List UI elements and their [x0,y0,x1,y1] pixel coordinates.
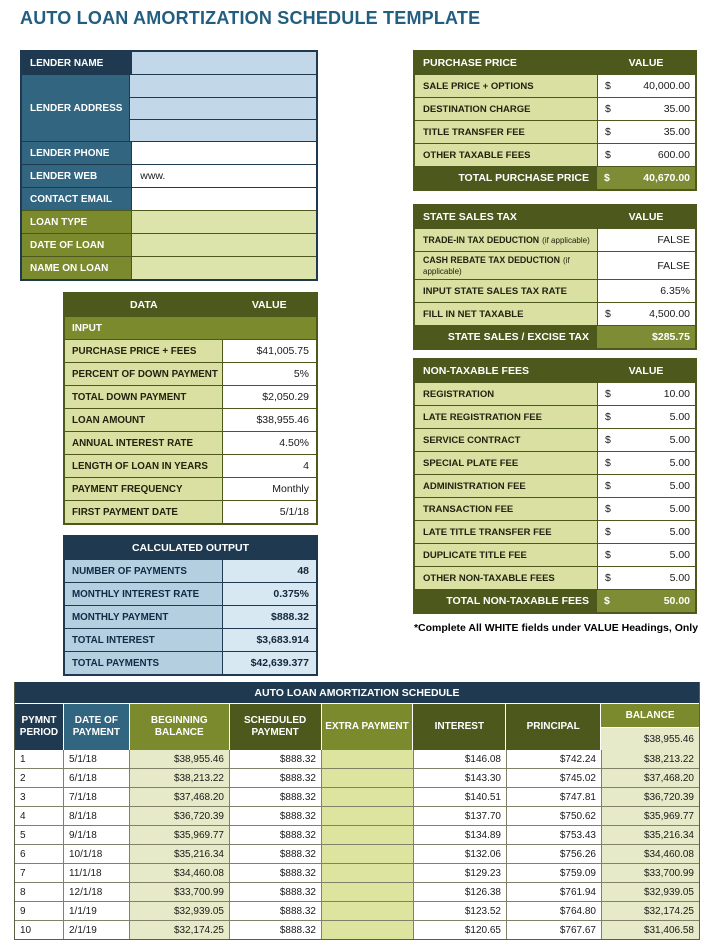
cell-balance: $36,720.39 [601,788,699,806]
table-row [65,500,316,523]
cell-interest: $129.23 [413,864,506,882]
state-sales-tax-header: STATE SALES TAX [423,211,517,223]
input-section-label: INPUT [65,317,316,339]
row-label: MONTHLY PAYMENT [65,606,222,628]
lender-phone-input[interactable] [131,142,316,164]
row-label: PURCHASE PRICE + FEES [65,340,222,362]
currency-symbol: $ [605,480,611,492]
row-label: LENGTH OF LOAN IN YEARS [65,455,222,477]
lender-web-input[interactable]: www. [131,165,316,187]
first-payment-date-value[interactable]: 5/1/18 [222,501,316,523]
total-down-payment-value[interactable]: $2,050.29 [222,386,316,408]
down-payment-percent-value[interactable]: 5% [222,363,316,385]
row-label: SALE PRICE + OPTIONS [415,75,597,97]
lender-address-input-1[interactable] [130,75,316,97]
cell-principal: $767.67 [506,921,601,939]
row-label: LATE TITLE TRANSFER FEE [415,521,597,543]
cell-extra-payment[interactable] [321,921,413,939]
table-row [415,405,695,428]
cell-balance: $33,700.99 [601,864,699,882]
table-row [15,844,699,863]
cell-interest: $140.51 [413,788,506,806]
table-row [415,97,695,120]
cell-principal: $742.24 [506,750,601,768]
table-row [15,863,699,882]
table-row [15,901,699,920]
cell-extra-payment[interactable] [321,845,413,863]
cell-principal: $750.62 [506,807,601,825]
table-row [65,454,316,477]
net-taxable-value[interactable]: $ 4,500.00 [597,303,695,325]
duplicate-title-value[interactable]: $ 5.00 [597,544,695,566]
cell-scheduled-payment: $888.32 [229,788,321,806]
table-row [65,362,316,385]
cell-balance: $34,460.08 [601,845,699,863]
row-label: LOAN AMOUNT [65,409,222,431]
cell-principal: $764.80 [506,902,601,920]
row-label: INPUT STATE SALES TAX RATE [415,280,597,302]
table-row [415,302,695,325]
cell-principal: $745.02 [506,769,601,787]
cell-extra-payment[interactable] [321,902,413,920]
trade-in-deduction-value[interactable]: FALSE [597,229,695,251]
data-input-table [63,292,318,525]
table-row [415,474,695,497]
state-excise-tax-value: $285.75 [597,326,695,348]
cell-interest: $134.89 [413,826,506,844]
table-row [415,497,695,520]
sale-price-value[interactable]: $ 40,000.00 [597,75,695,97]
cell-extra-payment[interactable] [321,769,413,787]
initial-balance-value: $38,955.46 [601,727,699,750]
cell-period: 3 [20,791,26,803]
table-row [65,477,316,500]
cell-beginning-balance: $34,460.08 [129,864,229,882]
cell-period: 10 [20,924,32,936]
schedule-header-row [15,703,699,750]
fees-value-header: VALUE [628,365,664,377]
cell-scheduled-payment: $888.32 [229,845,321,863]
row-label: TITLE TRANSFER FEE [415,121,597,143]
row-label: CASH REBATE TAX DEDUCTION (if applicable) [415,252,597,279]
cell-principal: $756.26 [506,845,601,863]
loan-type-input[interactable] [131,211,316,233]
title-transfer-fee-value[interactable]: $ 35.00 [597,121,695,143]
table-row [15,750,699,768]
non-taxable-fees-header: NON-TAXABLE FEES [423,365,529,377]
total-purchase-price-label: TOTAL PURCHASE PRICE [415,167,597,189]
destination-charge-value[interactable]: $ 35.00 [597,98,695,120]
cell-beginning-balance: $36,720.39 [129,807,229,825]
table-row [65,408,316,431]
table-row [15,806,699,825]
calculated-output-table [63,535,318,676]
col-header-principal: PRINCIPAL [505,704,600,750]
table-row [65,605,316,628]
cell-period: 4 [20,810,26,822]
cell-period: 5 [20,829,26,841]
row-label: TRANSACTION FEE [415,498,597,520]
total-row [415,589,695,612]
instructions-note: *Complete All WHITE fields under VALUE Headings, Only [413,622,699,634]
administration-fee-value[interactable]: $ 5.00 [597,475,695,497]
lender-name-input[interactable] [131,52,316,74]
table-row [65,582,316,605]
currency-symbol: $ [604,172,610,184]
loan-length-value[interactable]: 4 [222,455,316,477]
state-excise-tax-label: STATE SALES / EXCISE TAX [415,326,597,348]
cell-beginning-balance: $38,955.46 [129,750,229,768]
cell-scheduled-payment: $888.32 [229,750,321,768]
cell-period: 9 [20,905,26,917]
row-label: DESTINATION CHARGE [415,98,597,120]
table-row [415,428,695,451]
table-row [65,559,316,582]
currency-symbol: $ [605,149,611,161]
sales-tax-rate-value[interactable]: 6.35% [597,280,695,302]
row-label: DUPLICATE TITLE FEE [415,544,597,566]
cell-beginning-balance: $37,468.20 [129,788,229,806]
cell-beginning-balance: $35,216.34 [129,845,229,863]
loan-amount-value[interactable]: $38,955.46 [222,409,316,431]
cell-date: 7/1/18 [63,788,129,806]
table-row [415,251,695,279]
monthly-payment-value: $888.32 [222,606,316,628]
table-row [415,74,695,97]
row-label: MONTHLY INTEREST RATE [65,583,222,605]
currency-symbol: $ [605,80,611,92]
cell-balance: $32,174.25 [601,902,699,920]
total-row [415,325,695,348]
cell-scheduled-payment: $888.32 [229,883,321,901]
table-row [15,825,699,844]
cell-period: 8 [20,886,26,898]
cell-date: 9/1/18 [63,826,129,844]
table-row [15,920,699,939]
late-registration-value[interactable]: $ 5.00 [597,406,695,428]
cell-scheduled-payment: $888.32 [229,826,321,844]
table-row [415,451,695,474]
currency-symbol: $ [605,457,611,469]
registration-value[interactable]: $ 10.00 [597,383,695,405]
cell-extra-payment[interactable] [321,807,413,825]
row-label: LATE REGISTRATION FEE [415,406,597,428]
cell-principal: $753.43 [506,826,601,844]
cell-balance: $35,216.34 [601,826,699,844]
row-label: FIRST PAYMENT DATE [65,501,222,523]
table-row [415,143,695,166]
cell-principal: $747.81 [506,788,601,806]
lender-phone-label: LENDER PHONE [22,142,131,164]
transaction-fee-value[interactable]: $ 5.00 [597,498,695,520]
date-of-loan-input[interactable] [131,234,316,256]
cell-interest: $137.70 [413,807,506,825]
late-title-transfer-value[interactable]: $ 5.00 [597,521,695,543]
cell-beginning-balance: $32,174.25 [129,921,229,939]
cell-extra-payment[interactable] [321,826,413,844]
cell-balance: $35,969.77 [601,807,699,825]
cell-date: 5/1/18 [63,750,129,768]
table-row [415,228,695,251]
cash-rebate-deduction-value[interactable]: FALSE [597,252,695,279]
currency-symbol: $ [605,572,611,584]
cell-principal: $761.94 [506,883,601,901]
row-label: REGISTRATION [415,383,597,405]
table-row [65,431,316,454]
date-of-loan-label: DATE OF LOAN [22,234,131,256]
row-label: PERCENT OF DOWN PAYMENT [65,363,222,385]
currency-symbol: $ [605,549,611,561]
purchase-price-header: PURCHASE PRICE [423,57,517,69]
cell-interest: $120.65 [413,921,506,939]
table-row [415,520,695,543]
cell-period: 6 [20,848,26,860]
cell-extra-payment[interactable] [321,788,413,806]
cell-beginning-balance: $33,700.99 [129,883,229,901]
currency-symbol: $ [604,595,610,607]
monthly-interest-rate-value: 0.375% [222,583,316,605]
table-row [15,882,699,901]
total-interest-value: $3,683.914 [222,629,316,651]
purchase-value-header: VALUE [628,57,664,69]
purchase-price-table [413,50,697,191]
table-row [415,279,695,302]
total-purchase-price-value: $ 40,670.00 [597,167,695,189]
cell-extra-payment[interactable] [321,864,413,882]
cell-scheduled-payment: $888.32 [229,807,321,825]
row-label: TOTAL PAYMENTS [65,652,222,674]
cell-date: 6/1/18 [63,769,129,787]
data-header: DATA [129,299,158,311]
cell-interest: $146.08 [413,750,506,768]
non-taxable-fees-table [413,358,697,614]
lender-address-input-2[interactable] [130,97,316,119]
cell-beginning-balance: $38,213.22 [129,769,229,787]
cell-date: 12/1/18 [63,883,129,901]
total-fees-value: $ 50.00 [597,590,695,612]
row-label: OTHER NON-TAXABLE FEES [415,567,597,589]
row-label: PAYMENT FREQUENCY [65,478,222,500]
name-on-loan-input[interactable] [131,257,316,279]
row-label: NUMBER OF PAYMENTS [65,560,222,582]
table-row [65,339,316,362]
cell-beginning-balance: $32,939.05 [129,902,229,920]
currency-symbol: $ [605,434,611,446]
cell-period: 1 [20,753,26,765]
lender-address-label: LENDER ADDRESS [22,75,129,141]
purchase-price-fees-value[interactable]: $41,005.75 [222,340,316,362]
row-label: ADMINISTRATION FEE [415,475,597,497]
cell-interest: $143.30 [413,769,506,787]
currency-symbol: $ [605,526,611,538]
name-on-loan-label: NAME ON LOAN [22,257,131,279]
cell-principal: $759.09 [506,864,601,882]
col-header-scheduled-payment: SCHEDULED PAYMENT [229,704,321,750]
total-row [415,166,695,189]
cell-extra-payment[interactable] [321,883,413,901]
total-payments-value: $42,639.377 [222,652,316,674]
table-row [65,628,316,651]
cell-interest: $126.38 [413,883,506,901]
cell-date: 8/1/18 [63,807,129,825]
cell-interest: $132.06 [413,845,506,863]
table-row [415,382,695,405]
cell-balance: $38,213.22 [601,750,699,768]
cell-extra-payment[interactable] [321,750,413,768]
table-row [15,768,699,787]
calculated-output-header: CALCULATED OUTPUT [131,542,250,554]
cell-scheduled-payment: $888.32 [229,921,321,939]
cell-date: 11/1/18 [63,864,129,882]
col-header-period: PYMNT PERIOD [15,704,63,750]
table-row [415,120,695,143]
col-header-extra-payment: EXTRA PAYMENT [321,704,413,750]
currency-symbol: $ [605,126,611,138]
data-value-header: VALUE [251,299,287,311]
cell-interest: $123.52 [413,902,506,920]
table-row [65,385,316,408]
row-label: TOTAL DOWN PAYMENT [65,386,222,408]
loan-type-label: LOAN TYPE [22,211,131,233]
cell-scheduled-payment: $888.32 [229,902,321,920]
schedule-title: AUTO LOAN AMORTIZATION SCHEDULE [15,682,699,703]
tax-value-header: VALUE [628,211,664,223]
contact-email-label: CONTACT EMAIL [22,188,131,210]
table-row [65,651,316,674]
number-of-payments-value: 48 [222,560,316,582]
row-label: SPECIAL PLATE FEE [415,452,597,474]
row-label: FILL IN NET TAXABLE [415,303,597,325]
cell-period: 7 [20,867,26,879]
col-header-date: DATE OF PAYMENT [63,704,129,750]
currency-symbol: $ [605,411,611,423]
cell-scheduled-payment: $888.32 [229,769,321,787]
lender-address-input-3[interactable] [130,119,316,141]
col-header-balance: BALANCE [601,704,699,727]
currency-symbol: $ [605,103,611,115]
table-row [415,543,695,566]
row-label: ANNUAL INTEREST RATE [65,432,222,454]
special-plate-value[interactable]: $ 5.00 [597,452,695,474]
cell-date: 10/1/18 [63,845,129,863]
currency-symbol: $ [605,308,611,320]
cell-balance: $37,468.20 [601,769,699,787]
cell-period: 2 [20,772,26,784]
lender-info-table [20,50,318,281]
col-header-beginning-balance: BEGINNING BALANCE [129,704,229,750]
cell-beginning-balance: $35,969.77 [129,826,229,844]
lender-web-label: LENDER WEB [22,165,131,187]
currency-symbol: $ [605,388,611,400]
service-contract-value[interactable]: $ 5.00 [597,429,695,451]
row-label: OTHER TAXABLE FEES [415,144,597,166]
row-label: TRADE-IN TAX DEDUCTION (if applicable) [415,229,597,251]
cell-balance: $31,406.58 [601,921,699,939]
lender-name-label: LENDER NAME [22,52,131,74]
total-fees-label: TOTAL NON-TAXABLE FEES [415,590,597,612]
currency-symbol: $ [605,503,611,515]
payment-frequency-value[interactable]: Monthly [222,478,316,500]
row-label: TOTAL INTEREST [65,629,222,651]
cell-date: 1/1/19 [63,902,129,920]
col-header-interest: INTEREST [412,704,505,750]
other-taxable-fees-value[interactable]: $ 600.00 [597,144,695,166]
cell-balance: $32,939.05 [601,883,699,901]
other-non-taxable-value[interactable]: $ 5.00 [597,567,695,589]
amortization-schedule-table [14,682,700,940]
contact-email-input[interactable] [131,188,316,210]
cell-date: 2/1/19 [63,921,129,939]
page-title: AUTO LOAN AMORTIZATION SCHEDULE TEMPLATE [20,8,481,28]
table-row [15,787,699,806]
row-label: SERVICE CONTRACT [415,429,597,451]
state-sales-tax-table [413,204,697,350]
cell-scheduled-payment: $888.32 [229,864,321,882]
table-row [415,566,695,589]
annual-interest-rate-value[interactable]: 4.50% [222,432,316,454]
